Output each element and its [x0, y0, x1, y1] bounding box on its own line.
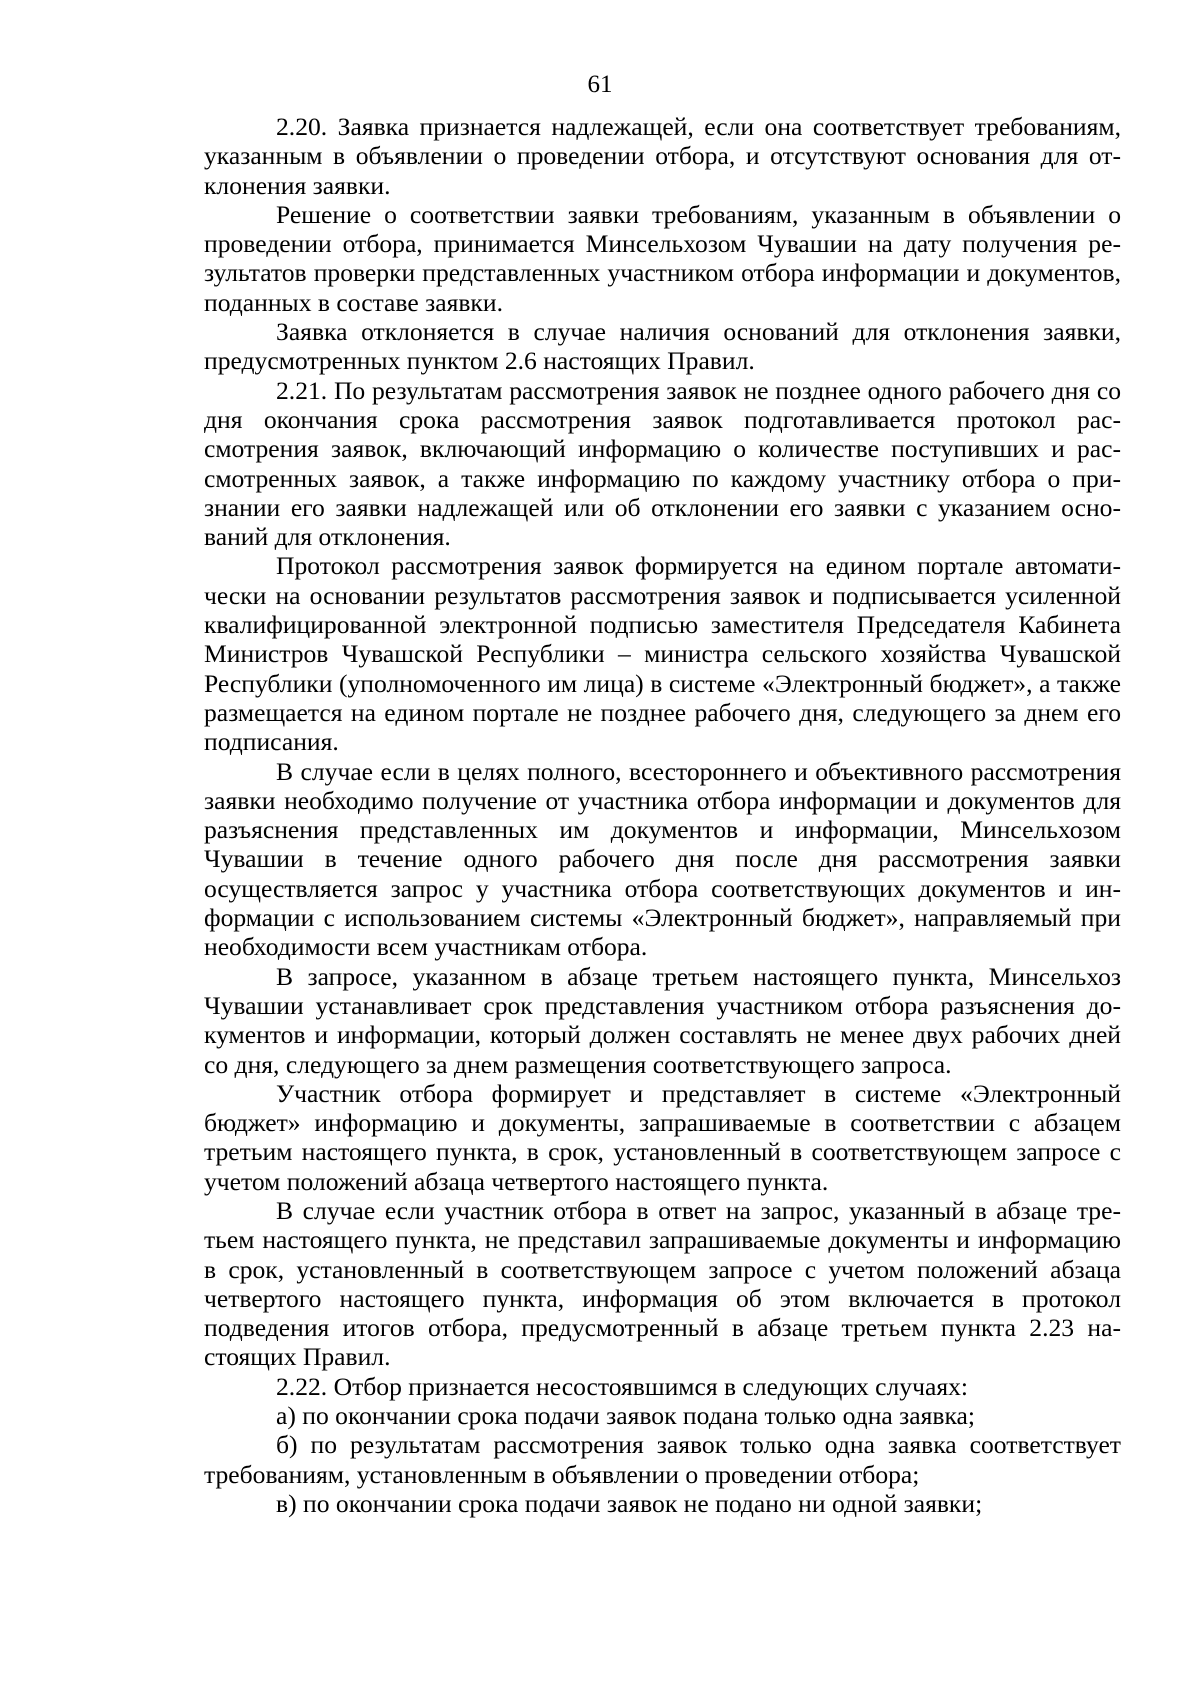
- list-item-v: в) по окончании срока подачи заявок не подано ни одной заявки;: [276, 1488, 983, 1518]
- paragraph-2-22: 2.22. Отбор признается несостоявшимся в следующих случаях:: [276, 1371, 969, 1401]
- paragraph-2-21: 2.21. По результатам рассмотрения заявок не позднее одного рабочего дня со дня окончания срока рассмотрения заявок подготавливается протокол рассмотрения заявок, включающий информацию о количестве поступивших и рассмотренных заявок, а также информацию по каждому участнику отбора о признании его заявки надлежащей или об отклонении его заявки с указанием оснований для отклонения.: [204, 375, 1121, 552]
- page-number: 61: [587, 71, 613, 98]
- list-item-a: а) по окончании срока подачи заявок подана только одна заявка;: [276, 1401, 975, 1431]
- document-body: [204, 112, 1121, 1518]
- paragraph-participant-response: Участник отбора формирует и представляет в системе «Электронный бюджет» информацию и документы, запрашиваемые в соответствии с абзацем третьим настоящего пункта, в срок, установленный в соответствующем запросе с учетом положений абзаца четвертого настоящего пункта.: [204, 1078, 1121, 1196]
- paragraph-request-deadline: В запросе, указанном в абзаце третьем настоящего пункта, Минсельхоз Чувашии устанавливает срок представления участником отбора разъяснения документов и информации, который должен составлять не менее двух рабочих дней со дня, следующего за днем размещения соответствующего запроса.: [204, 961, 1121, 1079]
- paragraph-decision: Решение о соответствии заявки требованиям, указанным в объявлении о проведении отбора, принимается Минсельхозом Чувашии на дату получения результатов проверки представленных участником отбора информации и документов, поданных в составе заявки.: [204, 199, 1121, 317]
- paragraph-rejection: Заявка отклоняется в случае наличия оснований для отклонения заявки, предусмотренных пунктом 2.6 настоящих Правил.: [204, 317, 1121, 376]
- paragraph-protocol: Протокол рассмотрения заявок формируется на едином портале автоматически на основании результатов рассмотрения заявок и подписывается усиленной квалифицированной электронной подписью заместителя Председателя Кабинета Министров Чувашской Республики – министра сельского хозяйства Чувашской Республики (уполномоченного им лица) в системе «Электронный бюджет», а также размещается на едином портале не позднее рабочего дня, следующего за днем его подписания.: [204, 551, 1121, 757]
- paragraph-request: В случае если в целях полного, всестороннего и объективного рассмотрения заявки необходимо получение от участника отбора информации и документов для разъяснения представленных им документов и информации, Минсельхозом Чувашии в течение одного рабочего дня после дня рассмотрения заявки осуществляется запрос у участника отбора соответствующих документов и информации с использованием системы «Электронный бюджет», направляемый при необходимости всем участникам отбора.: [204, 756, 1121, 962]
- paragraph-no-response: В случае если участник отбора в ответ на запрос, указанный в абзаце третьем настоящего пункта, не представил запрашиваемые документы и информацию в срок, установленный в соответствующем запросе с учетом положений абзаца четвертого настоящего пункта, информация об этом включается в протокол подведения итогов отбора, предусмотренный в абзаце третьем пункта 2.23 настоящих Правил.: [204, 1195, 1121, 1372]
- list-item-b: б) по результатам рассмотрения заявок только одна заявка соответствует требованиям, установленным в объявлении о проведении отбора;: [204, 1430, 1121, 1489]
- paragraph-2-20: 2.20. Заявка признается надлежащей, если она соответствует требованиям, указанным в объявлении о проведении отбора, и отсутствуют основания для отклонения заявки.: [204, 112, 1121, 200]
